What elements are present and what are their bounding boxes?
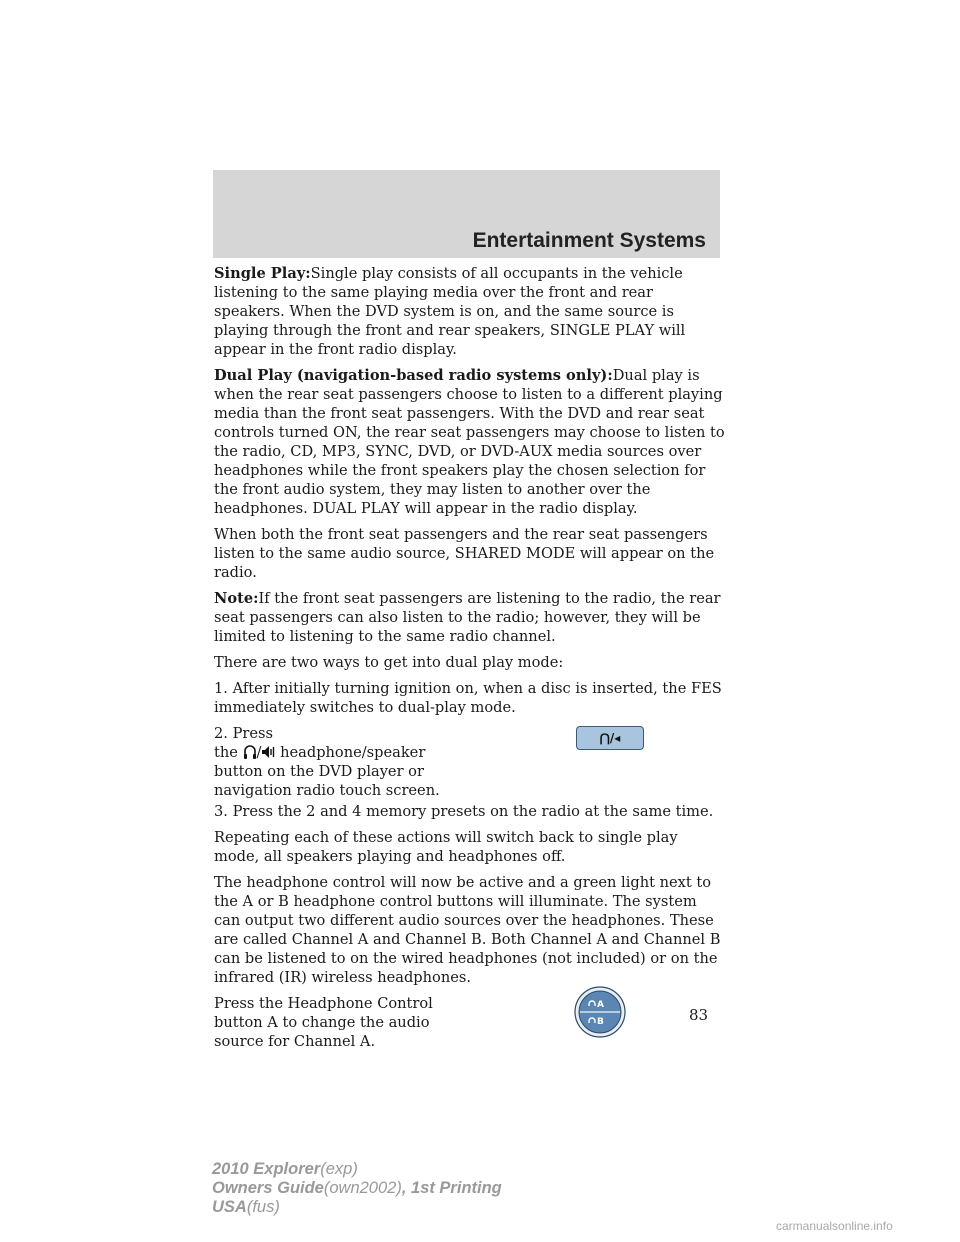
footer-region: USA xyxy=(212,1198,247,1216)
note-label: Note: xyxy=(214,590,259,607)
headphone-speaker-button-figure xyxy=(576,726,644,750)
step-2-press: 2. Press xyxy=(214,725,273,742)
footer-printing: , 1st Printing xyxy=(401,1179,502,1197)
footer-model-code: (exp) xyxy=(320,1160,358,1178)
headphone-speaker-button-label: ⋂/◂ xyxy=(599,730,621,745)
step-3-paragraph: 3. Press the 2 and 4 memory presets on the radio at the same time. xyxy=(214,803,714,820)
speaker-icon xyxy=(261,744,275,760)
page-number: 83 xyxy=(689,1006,709,1024)
single-play-text: Single play consists of all occupants in the vehicle listening to the same playing media over the front and rear speakers. When the DVD system is on, and the same source is playing through the front and rear speakers, SINGLE PLAY will appear in the front radio display. xyxy=(214,265,686,358)
footer-region-code: (fus) xyxy=(246,1198,280,1216)
step-2-block xyxy=(214,724,726,799)
footer-line-2 xyxy=(212,1179,502,1198)
channel-a-text: Press the Headphone Control button A to change the audio source for Channel A. xyxy=(214,995,433,1050)
step-2-text xyxy=(214,724,454,800)
footer-line-1 xyxy=(212,1160,502,1179)
step-2-headphone-speaker: headphone/speaker xyxy=(280,744,426,761)
page-body xyxy=(214,264,726,1056)
step-2-button-text: button on the DVD player or navigation radio touch screen. xyxy=(214,763,440,799)
headphone-ab-control-figure xyxy=(574,986,626,1038)
footer-model: 2010 Explorer xyxy=(212,1160,321,1178)
footer-line-3 xyxy=(212,1198,502,1217)
control-label-b: B xyxy=(597,1017,604,1027)
single-play-paragraph xyxy=(214,264,726,359)
note-paragraph xyxy=(214,589,726,646)
dual-play-paragraph xyxy=(214,366,726,518)
footer-guide: Owners Guide xyxy=(212,1179,324,1197)
shared-mode-paragraph: When both the front seat passengers and the rear seat passengers listen to the same audio source, SHARED MODE will appear on the radio. xyxy=(214,526,715,581)
watermark: carmanualsonline.info xyxy=(776,1219,893,1233)
step-2-the: the xyxy=(214,744,238,761)
two-ways-paragraph: There are two ways to get into dual play mode: xyxy=(214,654,564,671)
repeating-paragraph: Repeating each of these actions will switch back to single play mode, all speakers playing and headphones off. xyxy=(214,829,678,865)
dual-play-text: Dual play is when the rear seat passengers choose to listen to a different playing media than the front seat passengers. With the DVD and rear seat controls turned ON, the rear seat passengers may choose to listen to the radio, CD, MP3, SYNC, DVD, or DVD-AUX media sources over headphones while the front speakers play the chosen selection for the front audio system, they may listen to another over the headphones. DUAL PLAY will appear in the radio display. xyxy=(214,367,725,517)
dual-play-label: Dual Play (navigation-based radio systems only): xyxy=(214,367,613,384)
footer-guide-code: (own2002) xyxy=(323,1179,402,1197)
control-label-a: A xyxy=(597,1000,604,1010)
section-header-box xyxy=(213,170,720,258)
footer xyxy=(212,1160,502,1217)
headphone-control-paragraph: The headphone control will now be active and a green light next to the A or B headphone control buttons will illuminate. The system can output two different audio sources over the headphones. These are called Channel A and Channel B. Both Channel A and Channel B can be listened to on the wired headphones (not included) or on the infrared (IR) wireless headphones. xyxy=(214,874,721,986)
section-title: Entertainment Systems xyxy=(472,229,706,252)
step-1-paragraph: 1. After initially turning ignition on, when a disc is inserted, the FES immediately switches to dual-play mode. xyxy=(214,680,722,716)
single-play-label: Single Play: xyxy=(214,265,311,282)
step-2-slash: / xyxy=(256,744,262,761)
channel-a-block xyxy=(214,994,726,1056)
headphone-icon xyxy=(243,744,257,760)
note-text: If the front seat passengers are listening to the radio, the rear seat passengers can also listen to the radio; however, they will be limited to listening to the same radio channel. xyxy=(214,590,721,645)
